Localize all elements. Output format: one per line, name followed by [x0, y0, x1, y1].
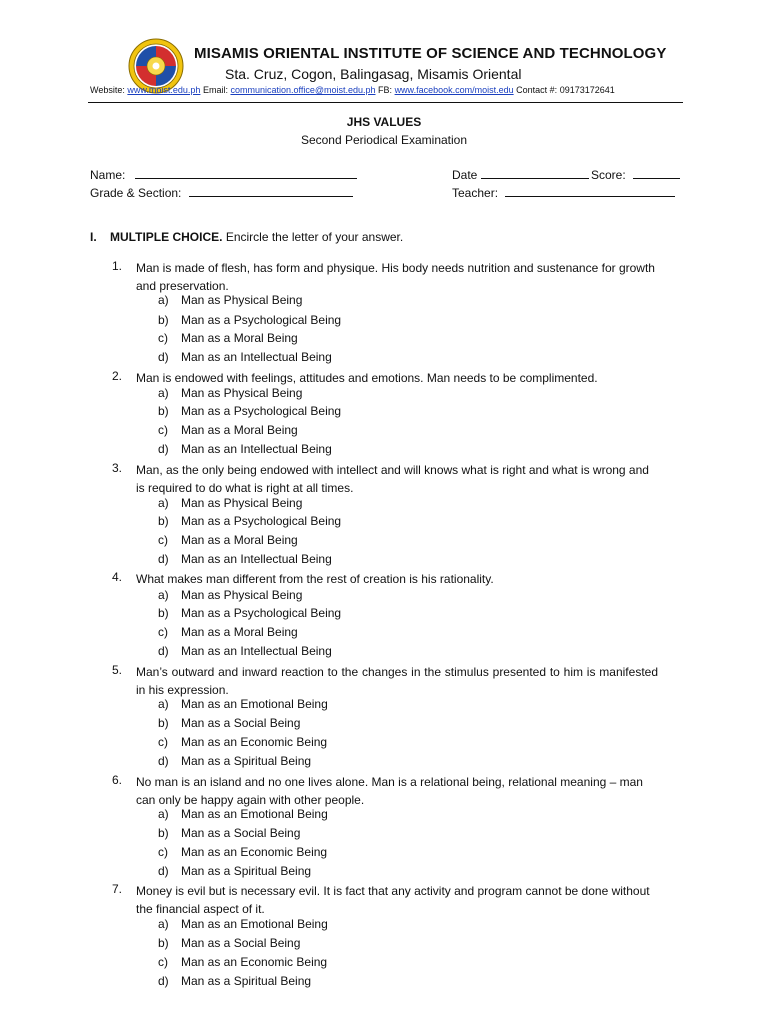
contact-label: Contact #:	[516, 85, 558, 95]
choice-letter[interactable]: b)	[158, 716, 169, 730]
choice-letter[interactable]: a)	[158, 588, 169, 602]
score-field[interactable]	[591, 168, 680, 182]
question-number: 4.	[112, 570, 123, 584]
question-number: 6.	[112, 773, 123, 787]
choice-text: Man as an Emotional Being	[181, 807, 328, 821]
choice-text: Man as an Intellectual Being	[181, 350, 332, 364]
date-field[interactable]	[452, 168, 589, 182]
choice-text: Man as Physical Being	[181, 588, 303, 602]
exam-subtitle: Second Periodical Examination	[300, 133, 468, 147]
choice-text: Man as a Moral Being	[181, 423, 298, 437]
date-blank[interactable]	[481, 168, 589, 179]
choice-letter[interactable]: d)	[158, 442, 169, 456]
facebook-link[interactable]: www.facebook.com/moist.edu	[394, 85, 514, 95]
score-blank[interactable]	[633, 168, 680, 179]
contact-number: 09173172641	[559, 85, 615, 95]
choice-letter[interactable]: a)	[158, 496, 169, 510]
website-link[interactable]: www.moist.edu.ph	[127, 85, 201, 95]
teacher-field[interactable]	[452, 186, 675, 200]
choice-letter[interactable]: d)	[158, 350, 169, 364]
choice-text: Man as a Spiritual Being	[181, 864, 312, 878]
date-label: Date	[452, 168, 478, 182]
question-text: Man’s outward and inward reaction to the changes in the stimulus presented to him is manifested in his expression.	[136, 665, 658, 697]
choice-text: Man as an Economic Being	[181, 845, 328, 859]
name-field[interactable]	[90, 168, 357, 182]
choice-letter[interactable]: c)	[158, 955, 168, 969]
choice-letter[interactable]: b)	[158, 936, 169, 950]
header-divider	[88, 102, 683, 103]
choice-text: Man as a Spiritual Being	[181, 974, 312, 988]
section-instruction: Encircle the letter of your answer.	[225, 230, 404, 244]
website-label: Website:	[90, 85, 125, 95]
grade-section-label: Grade & Section:	[90, 186, 182, 200]
choice-letter[interactable]: a)	[158, 697, 169, 711]
choice-text: Man as an Intellectual Being	[181, 442, 332, 456]
choice-letter[interactable]: d)	[158, 974, 169, 988]
grade-section-blank[interactable]	[189, 186, 353, 197]
choice-letter[interactable]: c)	[158, 845, 168, 859]
score-label: Score:	[591, 168, 626, 182]
fb-label: FB:	[378, 85, 393, 95]
choice-text: Man as a Psychological Being	[181, 404, 342, 418]
choice-text: Man as a Social Being	[181, 936, 301, 950]
choice-text: Man as a Social Being	[181, 826, 301, 840]
choice-text: Man as a Social Being	[181, 716, 301, 730]
choice-letter[interactable]: c)	[158, 735, 168, 749]
choice-letter[interactable]: c)	[158, 533, 168, 547]
choice-text: Man as a Moral Being	[181, 331, 298, 345]
question-text: What makes man different from the rest of creation is his rationality.	[136, 572, 494, 586]
email-label: Email:	[202, 85, 228, 95]
choice-text: Man as a Psychological Being	[181, 514, 342, 528]
question-text: Man is made of flesh, has form and physique. His body needs nutrition and sustenance for growth and preservation.	[136, 261, 655, 293]
choice-letter[interactable]: d)	[158, 644, 169, 658]
section-heading	[90, 230, 403, 244]
choice-text: Man as an Economic Being	[181, 955, 328, 969]
choice-text: Man as a Psychological Being	[181, 313, 342, 327]
email-link[interactable]: communication.office@moist.edu.ph	[230, 85, 376, 95]
section-title: MULTIPLE CHOICE.	[110, 230, 223, 244]
choice-letter[interactable]: b)	[158, 606, 169, 620]
grade-section-field[interactable]	[90, 186, 353, 200]
choice-letter[interactable]: b)	[158, 404, 169, 418]
question-text: Man is endowed with feelings, attitudes and emotions. Man needs to be complimented.	[136, 371, 598, 385]
choice-text: Man as a Moral Being	[181, 625, 298, 639]
exam-title: JHS VALUES	[346, 115, 422, 129]
question-number: 3.	[112, 461, 123, 475]
school-name: MISAMIS ORIENTAL INSTITUTE OF SCIENCE AND TECHNOLOGY	[194, 45, 667, 62]
choice-letter[interactable]: b)	[158, 313, 169, 327]
teacher-label: Teacher:	[452, 186, 499, 200]
choice-text: Man as an Intellectual Being	[181, 644, 332, 658]
choice-letter[interactable]: b)	[158, 826, 169, 840]
question-text: No man is an island and no one lives alone. Man is a relational being, relational meaning – man can only be happy again with other people.	[136, 775, 643, 807]
choice-letter[interactable]: d)	[158, 754, 169, 768]
choice-text: Man as an Economic Being	[181, 735, 328, 749]
choice-letter[interactable]: a)	[158, 917, 169, 931]
section-number: I.	[90, 230, 97, 244]
choice-text: Man as Physical Being	[181, 293, 303, 307]
question-text: Money is evil but is necessary evil. It is fact that any activity and program cannot be done without the financial aspect of it.	[136, 884, 650, 916]
teacher-blank[interactable]	[505, 186, 675, 197]
choice-letter[interactable]: c)	[158, 331, 168, 345]
choice-letter[interactable]: d)	[158, 864, 169, 878]
name-label: Name:	[90, 168, 126, 182]
name-blank[interactable]	[135, 168, 357, 179]
question-text: Man, as the only being endowed with intellect and will knows what is right and what is wrong and is required to do what is right at all times.	[136, 463, 649, 495]
choice-text: Man as a Moral Being	[181, 533, 298, 547]
choice-text: Man as a Psychological Being	[181, 606, 342, 620]
question-number: 7.	[112, 882, 123, 896]
choice-letter[interactable]: c)	[158, 423, 168, 437]
choice-letter[interactable]: d)	[158, 552, 169, 566]
question-number: 5.	[112, 663, 123, 677]
choice-letter[interactable]: a)	[158, 386, 169, 400]
school-address: Sta. Cruz, Cogon, Balingasag, Misamis Oriental	[225, 66, 522, 82]
choice-text: Man as a Spiritual Being	[181, 754, 312, 768]
contact-line	[90, 85, 690, 95]
choice-letter[interactable]: b)	[158, 514, 169, 528]
choice-text: Man as an Intellectual Being	[181, 552, 332, 566]
choice-text: Man as an Emotional Being	[181, 917, 328, 931]
choice-text: Man as Physical Being	[181, 496, 303, 510]
question-number: 2.	[112, 369, 123, 383]
choice-letter[interactable]: a)	[158, 807, 169, 821]
choice-letter[interactable]: c)	[158, 625, 168, 639]
choice-text: Man as Physical Being	[181, 386, 303, 400]
question-number: 1.	[112, 259, 123, 273]
choice-letter[interactable]: a)	[158, 293, 169, 307]
choice-text: Man as an Emotional Being	[181, 697, 328, 711]
